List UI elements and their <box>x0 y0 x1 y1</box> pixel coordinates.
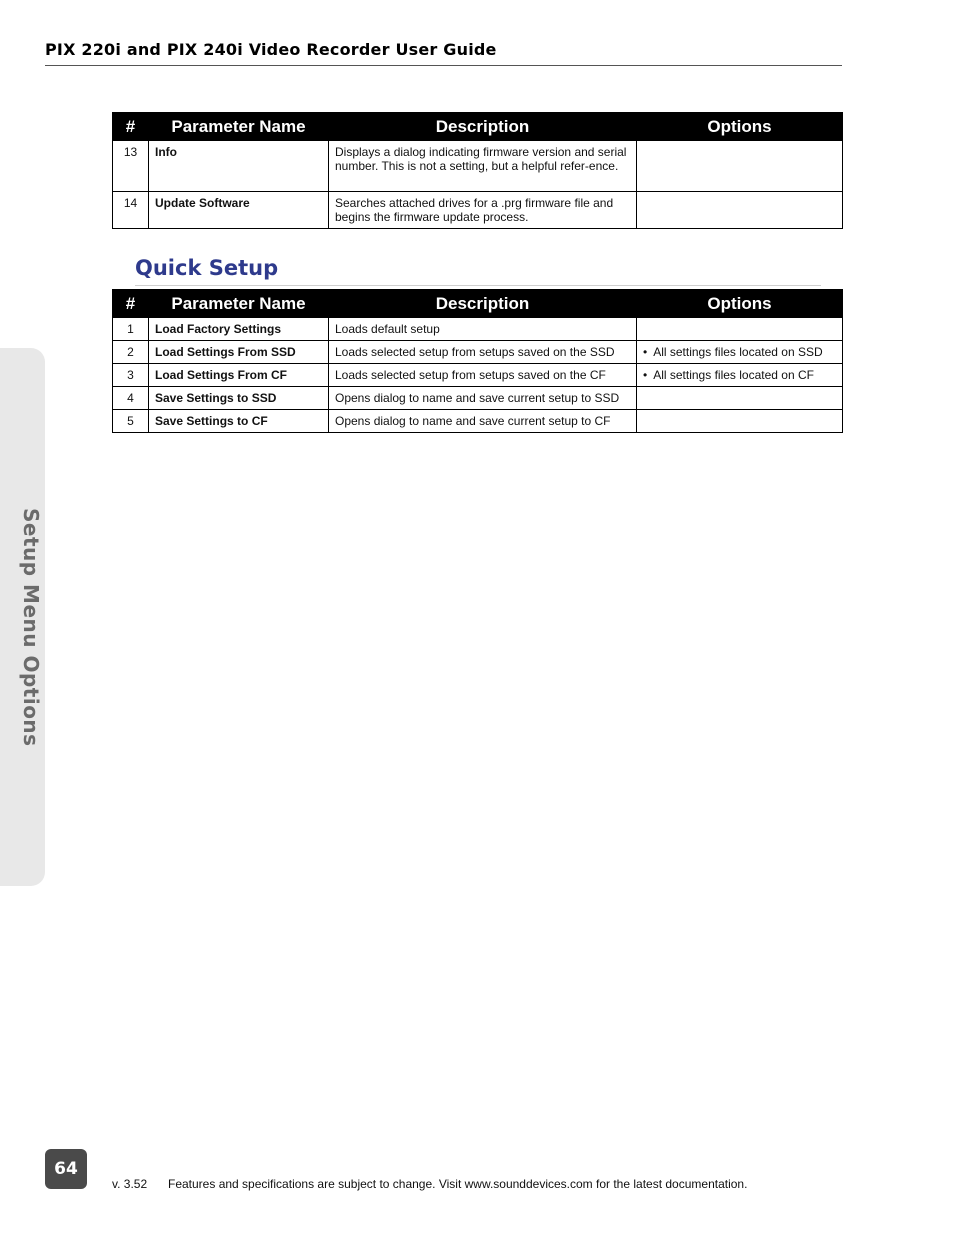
table-row <box>113 192 843 229</box>
column-header-description: Description <box>329 290 637 318</box>
parameter-options <box>637 410 843 433</box>
parameter-options <box>637 387 843 410</box>
column-header-parameter-name: Parameter Name <box>149 290 329 318</box>
table-row <box>113 410 843 433</box>
quick-setup-table <box>112 289 843 433</box>
row-number: 2 <box>113 341 149 364</box>
row-number: 4 <box>113 387 149 410</box>
table-row <box>113 387 843 410</box>
parameter-options <box>637 192 843 229</box>
option-text: All settings files located on SSD <box>653 345 823 359</box>
option-text: All settings files located on CF <box>653 368 814 382</box>
row-number: 13 <box>113 141 149 192</box>
parameter-options <box>637 141 843 192</box>
parameter-name: Update Software <box>149 192 329 229</box>
parameter-options <box>637 364 843 387</box>
parameter-description: Searches attached drives for a .prg firmware file and begins the firmware update process. <box>329 192 637 229</box>
parameter-name: Load Factory Settings <box>149 318 329 341</box>
section-divider <box>135 285 821 286</box>
section-heading-quick-setup: Quick Setup <box>135 256 279 280</box>
row-number: 1 <box>113 318 149 341</box>
side-section-tab-label: Setup Menu Options <box>19 508 43 747</box>
footer-note: Features and specifications are subject to change. Visit www.sounddevices.com for the latest documentation. <box>168 1177 748 1191</box>
table-row <box>113 141 843 192</box>
table-header-row <box>113 113 843 141</box>
parameter-table-continued <box>112 112 843 229</box>
parameter-name: Load Settings From CF <box>149 364 329 387</box>
table-row <box>113 364 843 387</box>
row-number: 14 <box>113 192 149 229</box>
column-header-parameter-name: Parameter Name <box>149 113 329 141</box>
page-number-badge: 64 <box>45 1149 87 1189</box>
table-row <box>113 341 843 364</box>
parameter-options <box>637 341 843 364</box>
parameter-description: Opens dialog to name and save current setup to SSD <box>329 387 637 410</box>
parameter-description: Loads default setup <box>329 318 637 341</box>
table-row <box>113 318 843 341</box>
column-header-options: Options <box>637 290 843 318</box>
row-number: 5 <box>113 410 149 433</box>
column-header-options: Options <box>637 113 843 141</box>
parameter-description: Loads selected setup from setups saved on the SSD <box>329 341 637 364</box>
parameter-options <box>637 318 843 341</box>
page-header-title: PIX 220i and PIX 240i Video Recorder User Guide <box>45 40 497 59</box>
bullet-icon: • <box>643 345 648 359</box>
parameter-description: Opens dialog to name and save current setup to CF <box>329 410 637 433</box>
parameter-name: Info <box>149 141 329 192</box>
parameter-name: Save Settings to SSD <box>149 387 329 410</box>
parameter-name: Save Settings to CF <box>149 410 329 433</box>
parameter-description: Loads selected setup from setups saved on the CF <box>329 364 637 387</box>
column-header-number: # <box>113 113 149 141</box>
parameter-description: Displays a dialog indicating firmware version and serial number. This is not a setting, but a helpful refer-ence. <box>329 141 637 192</box>
column-header-description: Description <box>329 113 637 141</box>
bullet-icon: • <box>643 368 648 382</box>
header-divider <box>45 65 842 66</box>
footer-version: v. 3.52 <box>112 1177 148 1191</box>
row-number: 3 <box>113 364 149 387</box>
column-header-number: # <box>113 290 149 318</box>
parameter-name: Load Settings From SSD <box>149 341 329 364</box>
table-header-row <box>113 290 843 318</box>
